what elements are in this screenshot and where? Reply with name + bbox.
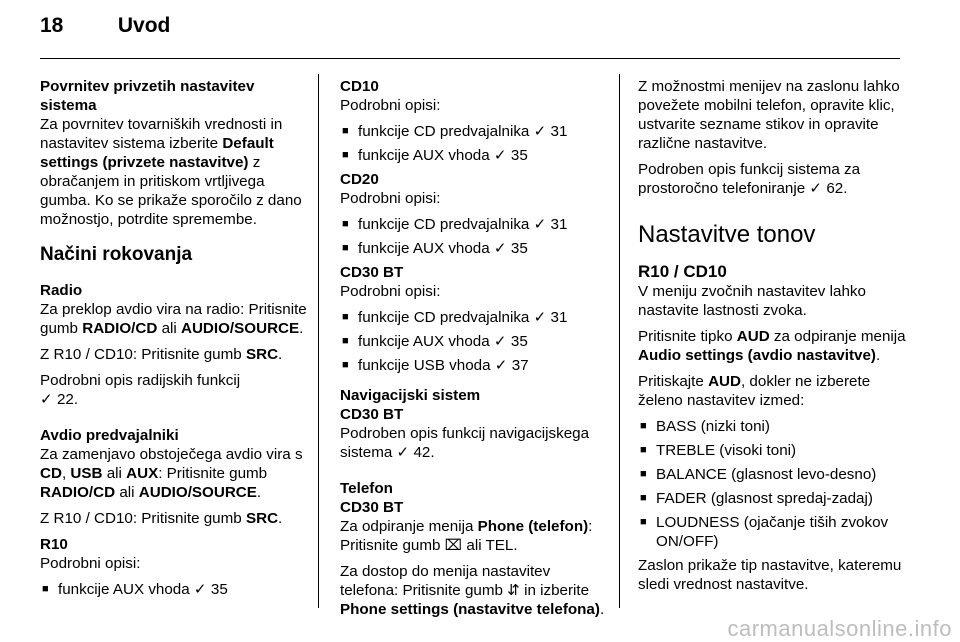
player-paragraph-2: Z R10 / CD10: Pritisnite gumb SRC. [40, 510, 283, 527]
section-title: Uvod [117, 14, 171, 37]
nav-paragraph: Podroben opis funkcij navigacijskega sistema ✓ 42. [340, 425, 590, 461]
list-item: ■ funkcije CD predvajalnika ✓ 31 [340, 308, 608, 327]
nav-subtitle: CD30 BT [340, 406, 404, 423]
cd30-list [340, 308, 608, 375]
tone-paragraph-3: Pritiskajte AUD, dokler ne izberete želeno nastavitev izmed: [638, 373, 871, 409]
column-divider-2 [619, 74, 620, 608]
cd10-list [340, 122, 608, 165]
tel-paragraph-2: Za dostop do menija nastavitev telefona: Pritisnite gumb ⇵ in izberite Phone settings (nastavitve telefona). [340, 563, 605, 618]
list-item: ■ funkcije CD predvajalnika ✓ 31 [340, 122, 608, 141]
modes-heading: Načini rokovanja [40, 244, 193, 265]
column-1 [40, 77, 308, 604]
intro-paragraph-1: Z možnostmi menijev na zaslonu lahko povežete mobilni telefon, opravite klic, ustvarite sezname stikov in opravite različne nastavitve. [638, 78, 900, 152]
cd10-desc: Podrobni opisi: [340, 97, 441, 114]
player-title: Avdio predvajalniki [40, 427, 179, 444]
column-3 [638, 77, 906, 601]
nav-title: Navigacijski sistem [340, 387, 481, 404]
tel-subtitle: CD30 BT [340, 499, 404, 516]
list-item: ■ funkcije CD predvajalnika ✓ 31 [340, 215, 608, 234]
radio-page-ref[interactable]: ✓ 22. [40, 391, 79, 408]
list-item: ■ LOUDNESS (ojačanje tiših zvokov ON/OFF) [638, 513, 906, 551]
tone-list [638, 417, 906, 551]
list-item: ■ FADER (glasnost spredaj-zadaj) [638, 489, 906, 508]
list-item: ■ funkcije USB vhoda ✓ 37 [340, 356, 608, 375]
tone-paragraph-2: Pritisnite tipko AUD za odpiranje menija Audio settings (avdio nastavitve). [638, 328, 906, 364]
header-rule [40, 58, 900, 59]
column-divider-1 [318, 74, 319, 608]
radio-paragraph-2: Z R10 / CD10: Pritisnite gumb SRC. [40, 346, 283, 363]
r10-desc: Podrobni opisi: [40, 555, 141, 572]
list-item: ■ TREBLE (visoki toni) [638, 441, 906, 460]
list-item: ■ funkcije AUX vhoda ✓ 35 [340, 332, 608, 351]
cd30-desc: Podrobni opisi: [340, 283, 441, 300]
cd30-title: CD30 BT [340, 264, 404, 281]
cd10-title: CD10 [340, 78, 379, 95]
reset-paragraph: Za povrnitev tovarniških vrednosti in nastavitev sistema izberite Default settings (privzete nastavitve) z obračanjem in pritiskom vrtljivega gumba. Ko se prikaže sporočilo z dano možnostjo, potrdite spremembe. [40, 116, 302, 228]
intro-paragraph-2: Podroben opis funkcij sistema za prostoročno telefoniranje ✓ 62. [638, 161, 861, 197]
radio-title: Radio [40, 282, 83, 299]
cd20-desc: Podrobni opisi: [340, 190, 441, 207]
column-2 [340, 77, 608, 626]
tel-paragraph-1: Za odpiranje menija Phone (telefon): Pritisnite gumb ⌧ ali TEL. [340, 518, 593, 554]
cd20-title: CD20 [340, 171, 379, 188]
player-paragraph-1: Za zamenjavo obstoječega avdio vira s CD, USB ali AUX: Pritisnite gumb RADIO/CD ali AUDIO/SOURCE. [40, 446, 303, 501]
cd20-list [340, 215, 608, 258]
tone-subtitle: R10 / CD10 [638, 262, 727, 281]
list-item: ■ BALANCE (glasnost levo-desno) [638, 465, 906, 484]
radio-paragraph-1: Za preklop avdio vira na radio: Pritisnite gumb RADIO/CD ali AUDIO/SOURCE. [40, 301, 307, 337]
tone-paragraph-1: V meniju zvočnih nastavitev lahko nastavite lastnosti zvoka. [638, 283, 866, 319]
list-item: ■ funkcije AUX vhoda ✓ 35 [340, 146, 608, 165]
r10-list [40, 580, 308, 599]
page-header [40, 14, 170, 48]
page-number: 18 [40, 14, 64, 37]
r10-title: R10 [40, 536, 68, 553]
tone-heading: Nastavitve tonov [638, 221, 816, 248]
list-item: ■ funkcije AUX vhoda ✓ 35 [40, 580, 308, 599]
tone-paragraph-4: Zaslon prikaže tip nastavitve, kateremu sledi vrednost nastavitve. [638, 557, 902, 593]
watermark: carmanualsonline.info [727, 616, 952, 641]
list-item: ■ BASS (nizki toni) [638, 417, 906, 436]
radio-paragraph-3: Podrobni opis radijskih funkcij ✓ 22. [40, 372, 241, 408]
tel-title: Telefon [340, 480, 393, 497]
reset-title: Povrnitev privzetih nastavitev sistema [40, 78, 255, 114]
list-item: ■ funkcije AUX vhoda ✓ 35 [340, 239, 608, 258]
